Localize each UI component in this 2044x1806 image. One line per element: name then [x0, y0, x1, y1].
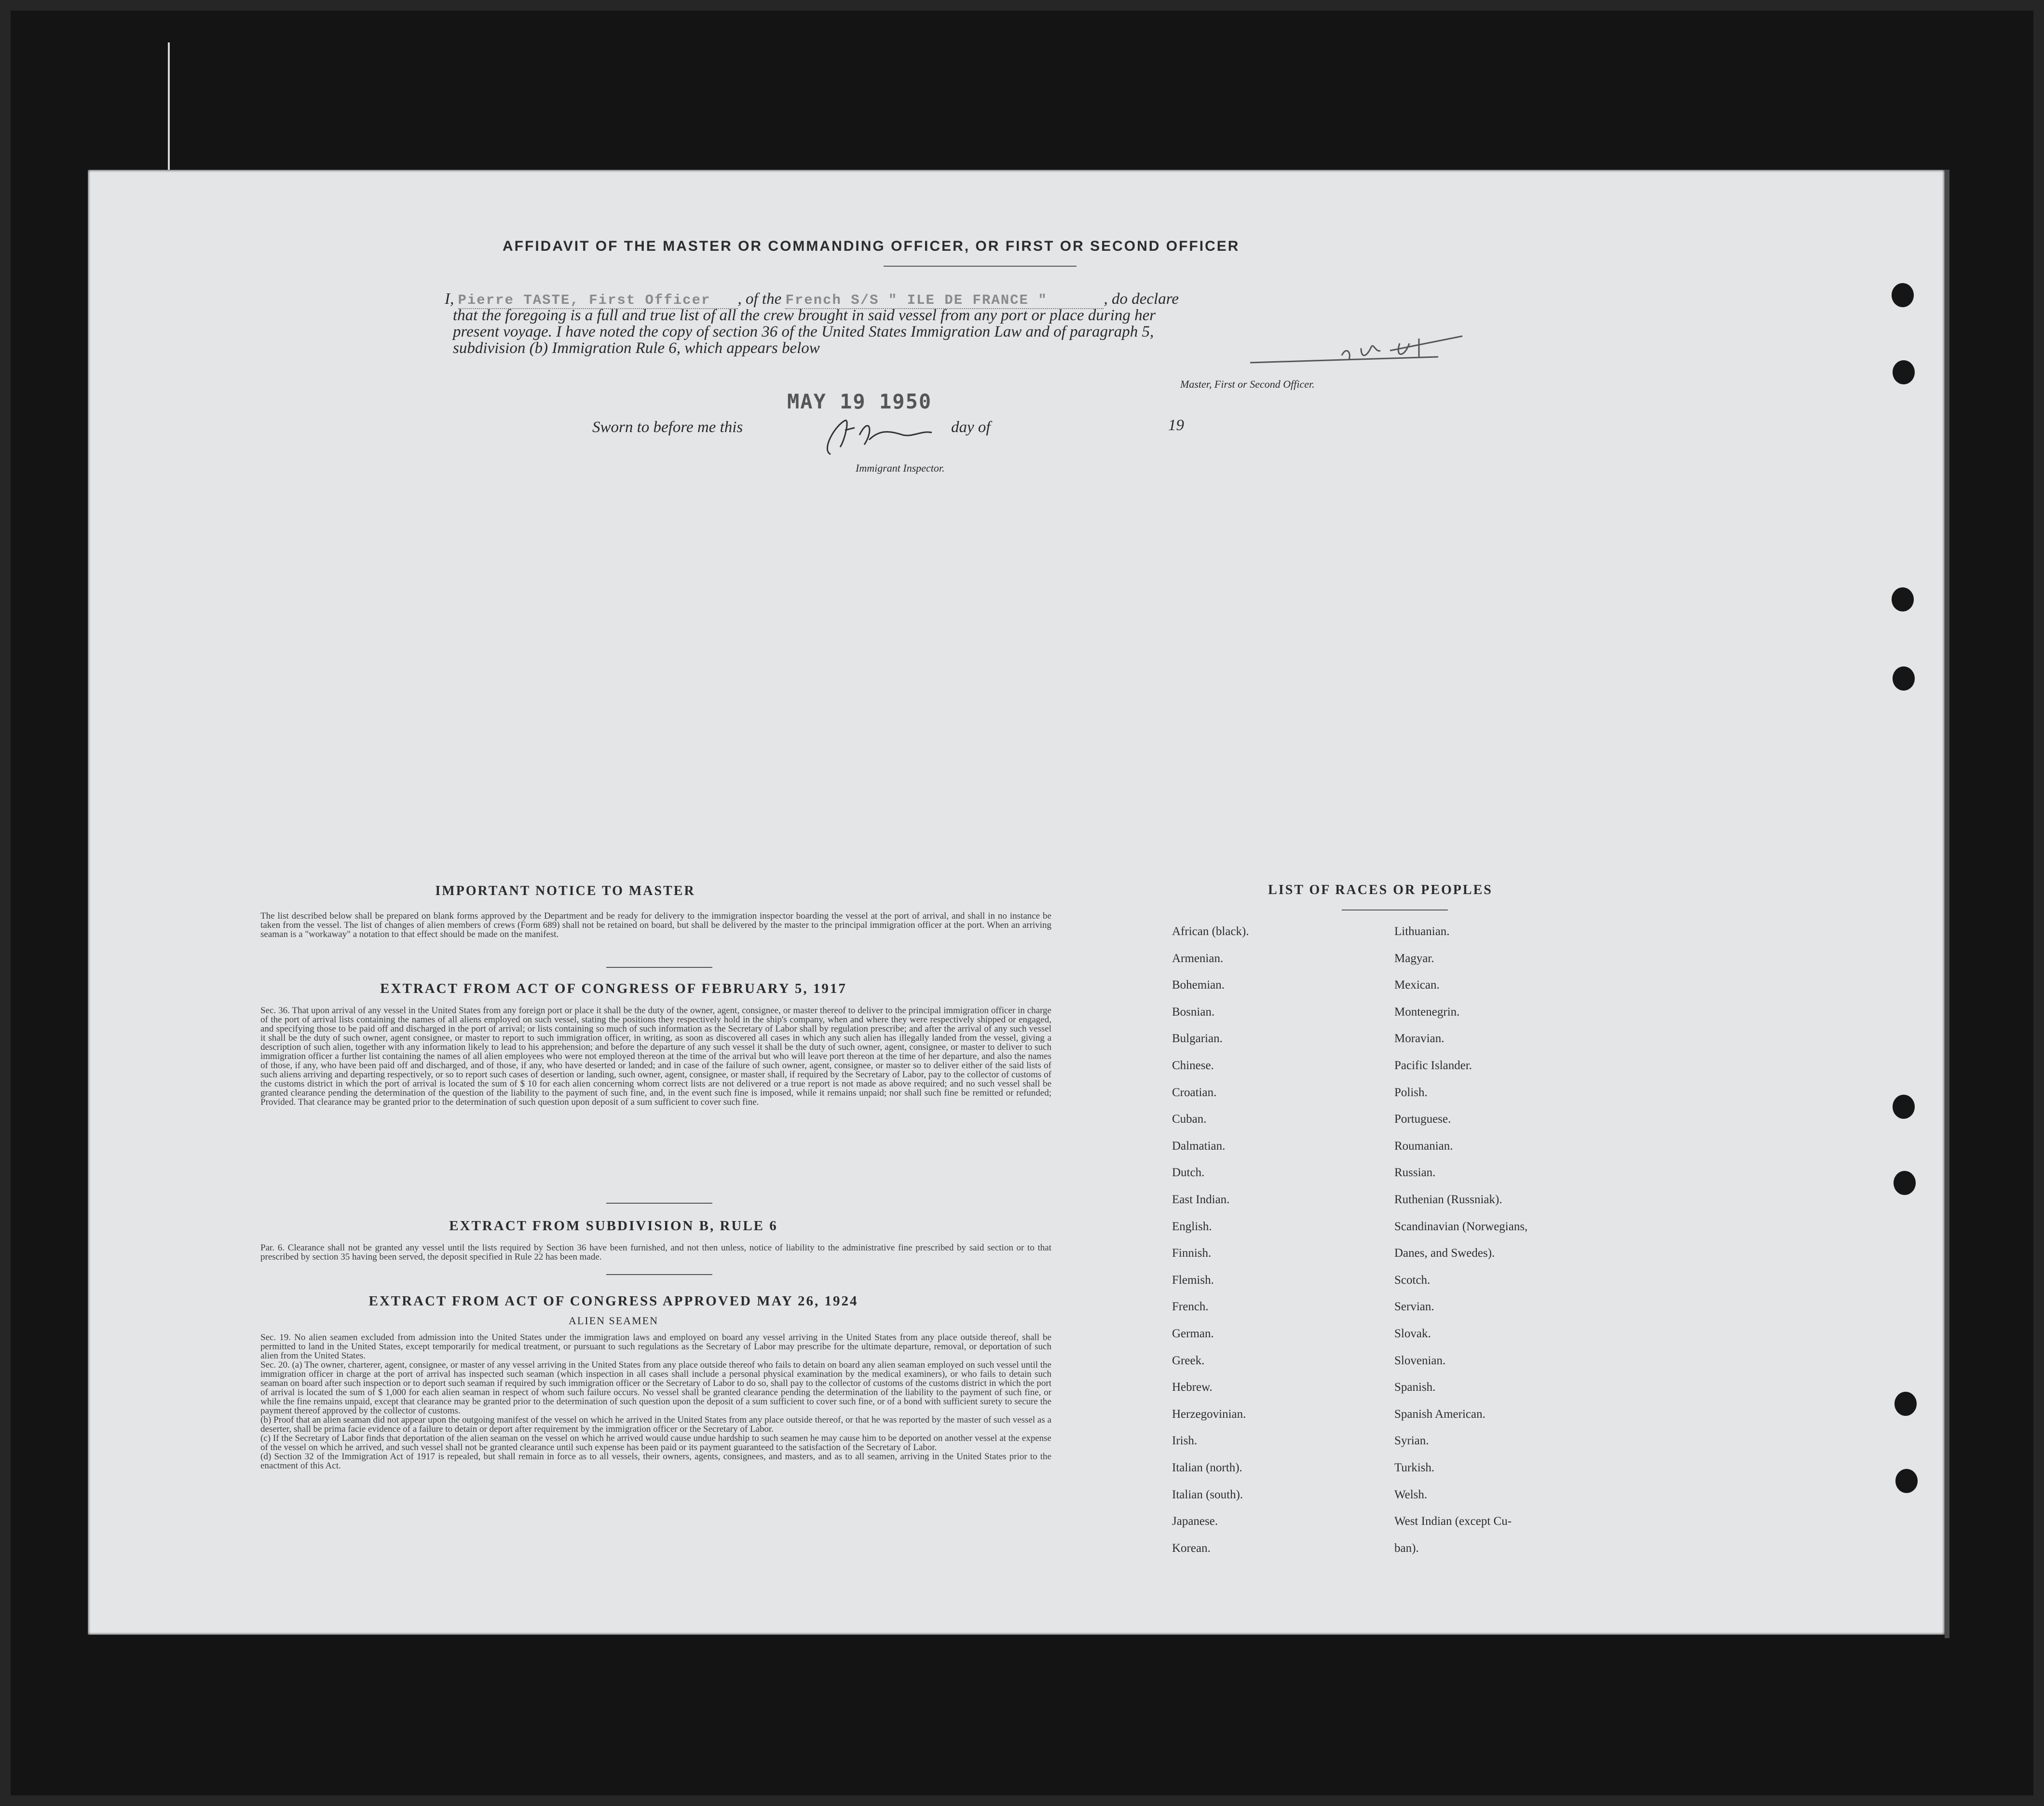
officer-signature — [1245, 329, 1477, 372]
notice-title: IMPORTANT NOTICE TO MASTER — [435, 883, 695, 898]
affidavit-line-4: subdivision (b) Immigration Rule 6, which appears below — [453, 339, 820, 357]
race-item: Italian (north). — [1172, 1461, 1242, 1474]
affidavit-line-2: that the foregoing is a full and true list of all the crew brought in said vessel from any port or place during her — [453, 307, 1156, 324]
race-item: African (black). — [1172, 925, 1249, 938]
race-item: Mexican. — [1394, 978, 1440, 992]
race-item: Russian. — [1394, 1166, 1436, 1180]
race-item: Italian (south). — [1172, 1488, 1243, 1501]
sec-19: Sec. 19. No alien seamen excluded from admission into the United States under the immigration laws and employed on board any vessel arriving in the United States from any place outside thereof, shall be permitted to land in the United States, except temporarily for medical treatment, or pursuant to such regulations as the Secretary of Labor may prescribe for the ultimate departure, removal, or deportation of such alien from the United States. — [260, 1332, 1051, 1361]
race-item: Spanish American. — [1394, 1407, 1485, 1421]
race-item: Moravian. — [1394, 1032, 1444, 1046]
sec-20a: Sec. 20. (a) The owner, charterer, agent, consignee, or master of any vessel arriving in the United States from any place outside thereof who fails to detain on board any alien seaman employed on such vessel until the immigration officer in charge at the port of arrival has inspected such seaman (which inspection in all cases shall include a personal physical examination by the medical examiners), or who fails to detain such seaman on board after such inspection or to deport such seaman if required by such immigration officer or the Secretary of Labor to do so, shall pay to the collector of customs of the customs district in which the port of arrival is located the sum of $ 1,000 for each alien seaman in respect of whom such failure occurs. No vessel shall be granted clearance pending the determination of the liability to the payment of such fine, or while the fine remains unpaid, except that clearance may be granted prior to the determination of such question upon the deposit of a sum sufficient to cover such fine, or of a bond with sufficient surety to secure the payment thereof approved by the collector of customs. — [260, 1360, 1051, 1416]
sec-20c: (c) If the Secretary of Labor finds that deportation of the alien seaman on the vessel on which he arrived would cause undue hardship to such seamen he may cause him to be deported on another vessel at the expense of the vessel on which he arrived, and such vessel shall not be granted clearance until such expense has been paid or its payment guaranteed to the satisfaction of the Secretary of Labor. — [260, 1433, 1051, 1453]
race-item: Greek. — [1172, 1354, 1205, 1367]
race-item: Herzegovinian. — [1172, 1407, 1246, 1421]
race-item: Slovenian. — [1394, 1354, 1446, 1367]
punch-hole — [1895, 1469, 1918, 1493]
vessel-name-typed: French S/S " ILE DE FRANCE " — [785, 292, 1104, 309]
race-item: Bohemian. — [1172, 978, 1225, 992]
race-item: Servian. — [1394, 1300, 1434, 1314]
punch-hole — [1893, 360, 1915, 384]
inspector-signature — [811, 411, 966, 459]
affidavit-prefix: I, — [445, 290, 454, 308]
affidavit-declare: , do declare — [1104, 290, 1179, 308]
race-item: Danes, and Swedes). — [1394, 1247, 1495, 1260]
race-item: German. — [1172, 1327, 1214, 1340]
race-item: Japanese. — [1172, 1515, 1218, 1528]
race-item: Polish. — [1394, 1086, 1428, 1099]
date-stamp: MAY 19 1950 — [787, 390, 932, 413]
race-item: Dutch. — [1172, 1166, 1205, 1180]
race-item: Montenegrin. — [1394, 1005, 1460, 1018]
punch-hole — [1893, 1095, 1915, 1119]
race-item: Korean. — [1172, 1541, 1211, 1555]
race-item: Bulgarian. — [1172, 1032, 1223, 1046]
race-item: Scandinavian (Norwegians, — [1394, 1220, 1528, 1233]
race-item: Turkish. — [1394, 1461, 1435, 1474]
punch-hole — [1894, 1171, 1916, 1195]
sworn-prefix: Sworn to before me this — [592, 419, 743, 436]
race-item: Lithuanian. — [1394, 925, 1450, 938]
punch-hole — [1894, 1392, 1917, 1416]
extract-1924-body — [260, 1333, 1051, 1470]
sec-20d: (d) Section 32 of the Immigration Act of 1917 is repealed, but shall remain in force as to all vessels, their owners, agents, consignees, and masters, and as to all seamen, arriving in the United States prior to the enactment of this Act. — [260, 1452, 1051, 1471]
sworn-day-of: day of — [951, 419, 991, 436]
punch-hole — [1892, 587, 1914, 611]
race-item: Welsh. — [1394, 1488, 1428, 1501]
section-divider — [606, 967, 712, 968]
race-item: Croatian. — [1172, 1086, 1217, 1099]
race-item: Dalmatian. — [1172, 1139, 1226, 1153]
officer-caption: Master, First or Second Officer. — [1180, 378, 1315, 390]
notice-body: The list described below shall be prepared on blank forms approved by the Department and be ready for delivery to the immigration inspector boarding the vessel at the port of arrival, and shall in no instance be taken from the vessel. The list of changes of alien members of crews (Form 689) shall not be retained on board, but shall be delivered by the master to the principal immigration officer at the port. When an arriving seaman is a "workaway" a notation to that effect should be made on the manifest. — [260, 911, 1051, 939]
race-item: Magyar. — [1394, 951, 1434, 965]
subdivision-body: Par. 6. Clearance shall not be granted any vessel until the lists required by Section 36 have been furnished, and not then unless, notice of liability to the administrative fine prescribed by said section or to that prescribed by section 35 having been served, the deposit specified in Rule 22 has been made. — [260, 1243, 1051, 1262]
inspector-caption: Immigrant Inspector. — [856, 462, 945, 474]
affidavit-title: AFFIDAVIT OF THE MASTER OR COMMANDING OFFICER, OR FIRST OR SECOND OFFICER — [503, 238, 1240, 254]
race-item: Hebrew. — [1172, 1381, 1213, 1394]
sworn-year: 19 — [1168, 417, 1184, 434]
document-page — [88, 170, 1945, 1635]
race-item: Ruthenian (Russniak). — [1394, 1193, 1502, 1206]
race-item: West Indian (except Cu- — [1394, 1515, 1512, 1528]
race-item: Chinese. — [1172, 1059, 1214, 1072]
affidavit-of-the: , of the — [737, 290, 782, 308]
extract-1924-subtitle: ALIEN SEAMEN — [569, 1315, 658, 1327]
race-item: Spanish. — [1394, 1381, 1436, 1394]
race-item: Finnish. — [1172, 1247, 1212, 1260]
race-item: Pacific Islander. — [1394, 1059, 1472, 1072]
title-divider — [884, 266, 1077, 267]
race-item: Cuban. — [1172, 1113, 1207, 1126]
race-item: Armenian. — [1172, 951, 1224, 965]
race-item: Flemish. — [1172, 1273, 1214, 1287]
race-item: Roumanian. — [1394, 1139, 1453, 1153]
race-item: English. — [1172, 1220, 1212, 1233]
extract-1924-title: EXTRACT FROM ACT OF CONGRESS APPROVED MAY 26, 1924 — [368, 1293, 858, 1309]
extract-1917-title: EXTRACT FROM ACT OF CONGRESS OF FEBRUARY 5, 1917 — [380, 981, 847, 996]
extract-1917-body: Sec. 36. That upon arrival of any vessel in the United States from any foreign port or place it shall be the duty of the owner, agent, consignee, or master thereof to deliver to the principal immigration officer in charge of the port of arrival lists containing the names of all aliens employed on such vessel, stating the positions they respectively hold in the ship's company, when and where they were respectively shipped or engaged, and specifying those to be paid off and discharged in the port of arrival; or lists containing so much of such information as the Secretary of Labor shall by regulation prescribe; and after the arrival of any such vessel it shall be the duty of such owner, agent consignee, or master to report to such immigration officer, in writing, as soon as discovered all cases in which any such alien has illegally landed from the vessel, giving a description of such alien, together with any information likely to lead to his apprehension; and before the departure of any such vessel it shall be the duty of such owner, agent, consignee, or master to deliver to such immigration officer a further list containing the names of all alien employees who were not employed thereon at the time of the arrival but who will leave port thereon at the time of her departure, and also the names of those, if any, who have been paid off and discharged, and of those, if any, who have deserted or landed; and in case of the failure of such owner, agent, consignee, or master so to deliver either of the said lists of such aliens arriving and departing respectively, or so to report such cases of desertion or landing, such owner, agent, consignee, or master shall, if required by the Secretary of Labor, pay to the collector of customs of the customs district in which the port of arrival is located the sum of $ 10 for each alien concerning whom correct lists are not delivered or a true report is not made as above required; and no such vessel shall be granted clearance pending the determination of the question of the liability to the payment of such fine, and, in the event such fine is imposed, while it remains unpaid; nor shall such fine be remitted or refunded; Provided. That clearance may be granted prior to the determination of such question upon deposit of a sum sufficient to cover such fine. — [260, 1005, 1051, 1107]
race-item: Scotch. — [1394, 1273, 1431, 1287]
race-item: Bosnian. — [1172, 1005, 1215, 1018]
race-item: Syrian. — [1394, 1434, 1429, 1448]
race-item: Portuguese. — [1394, 1113, 1451, 1126]
races-title: LIST OF RACES OR PEOPLES — [1268, 883, 1493, 897]
section-divider — [606, 1203, 712, 1204]
punch-hole — [1892, 283, 1914, 307]
film-scratch — [168, 42, 170, 177]
section-divider — [606, 1274, 712, 1275]
race-item: ban). — [1394, 1541, 1419, 1555]
race-item: French. — [1172, 1300, 1209, 1314]
affidavit-line-3: present voyage. I have noted the copy of section 36 of the United States Immigration Law and of paragraph 5, — [453, 323, 1154, 340]
page-edge — [1945, 170, 1949, 1638]
officer-name-typed: Pierre TASTE, First Officer — [458, 292, 738, 309]
sec-20b: (b) Proof that an alien seaman did not appear upon the outgoing manifest of the vessel on which he arrived in the United States from any place outside thereof, or that he was reported by the master of such vessel as a deserter, shall be prima facie evidence of a failure to detain or deport after requirement by the immigration officer or the Secretary of Labor. — [260, 1415, 1051, 1434]
race-item: Irish. — [1172, 1434, 1198, 1448]
subdivision-title: EXTRACT FROM SUBDIVISION B, RULE 6 — [449, 1218, 778, 1234]
race-item: East Indian. — [1172, 1193, 1230, 1206]
punch-hole — [1893, 666, 1915, 691]
race-item: Slovak. — [1394, 1327, 1431, 1340]
